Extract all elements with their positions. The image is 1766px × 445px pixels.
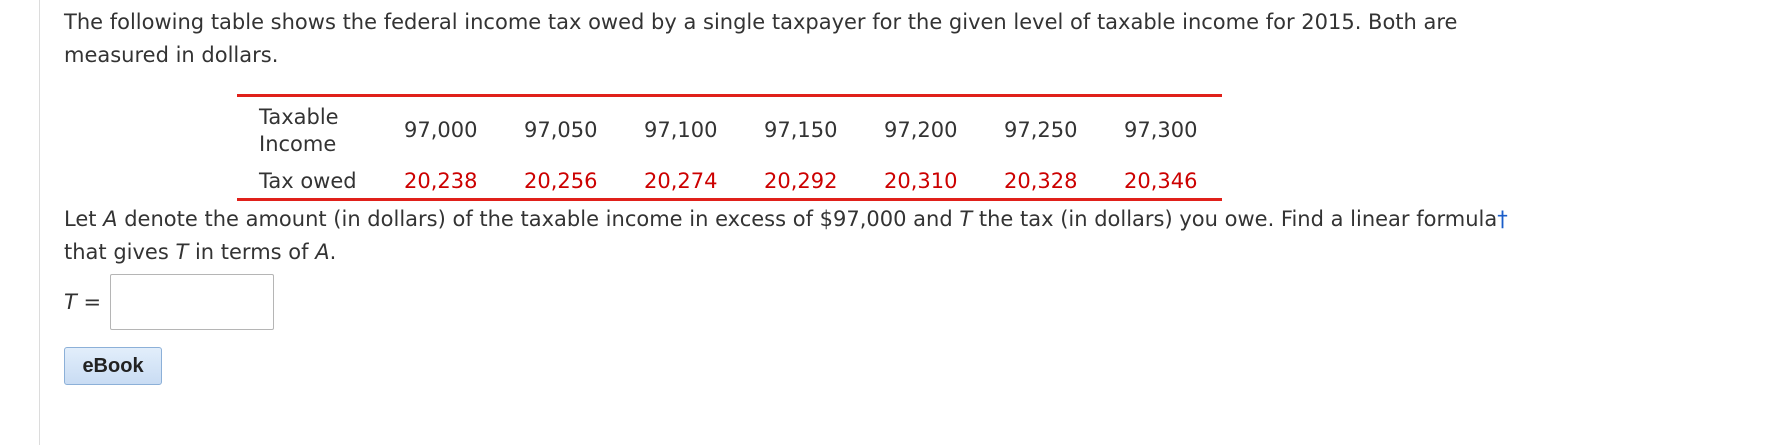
- income-cell: 97,300: [1124, 118, 1198, 142]
- answer-variable: T: [64, 290, 77, 314]
- income-cell: 97,100: [644, 118, 718, 142]
- tax-cell: 20,346: [1124, 169, 1198, 193]
- income-cell: 97,200: [884, 118, 958, 142]
- table-top-rule: [237, 94, 1222, 97]
- taxable-income-label: [259, 104, 339, 158]
- question-part: in terms of: [188, 240, 316, 264]
- tax-cell: 20,238: [404, 169, 478, 193]
- footnote-dagger-link[interactable]: †: [1497, 207, 1508, 231]
- income-cell: 97,050: [524, 118, 598, 142]
- tax-cell: 20,256: [524, 169, 598, 193]
- taxable-income-label-line2: Income: [259, 132, 337, 156]
- answer-label: [64, 290, 101, 314]
- question-part: that gives: [64, 240, 176, 264]
- tax-cell: 20,310: [884, 169, 958, 193]
- question-part: .: [329, 240, 337, 264]
- tax-cell: 20,274: [644, 169, 718, 193]
- question-part: the tax (in dollars) you owe. Find a linear formula: [972, 207, 1498, 231]
- answer-equals: =: [76, 290, 102, 314]
- answer-input[interactable]: [110, 274, 274, 330]
- problem-intro: The following table shows the federal income tax owed by a single taxpayer for the given level of taxable income for 2015. Both are measured in dollars.: [64, 10, 1458, 67]
- income-cell: 97,250: [1004, 118, 1078, 142]
- table-bottom-rule: [237, 198, 1222, 201]
- left-border: [39, 0, 40, 445]
- taxable-income-label-line1: Taxable: [259, 105, 339, 129]
- question-part: Let: [64, 207, 104, 231]
- tax-cell: 20,292: [764, 169, 838, 193]
- variable-t: T: [959, 207, 973, 231]
- income-cell: 97,000: [404, 118, 478, 142]
- income-cell: 97,150: [764, 118, 838, 142]
- ebook-button[interactable]: eBook: [64, 347, 162, 385]
- variable-a: A: [103, 207, 118, 231]
- question-part: denote the amount (in dollars) of the taxable income in excess of $97,000 and: [117, 207, 960, 231]
- tax-cell: 20,328: [1004, 169, 1078, 193]
- tax-owed-label: Tax owed: [259, 169, 357, 193]
- question-text: [64, 203, 1524, 269]
- variable-a: A: [315, 240, 330, 264]
- variable-t: T: [175, 240, 189, 264]
